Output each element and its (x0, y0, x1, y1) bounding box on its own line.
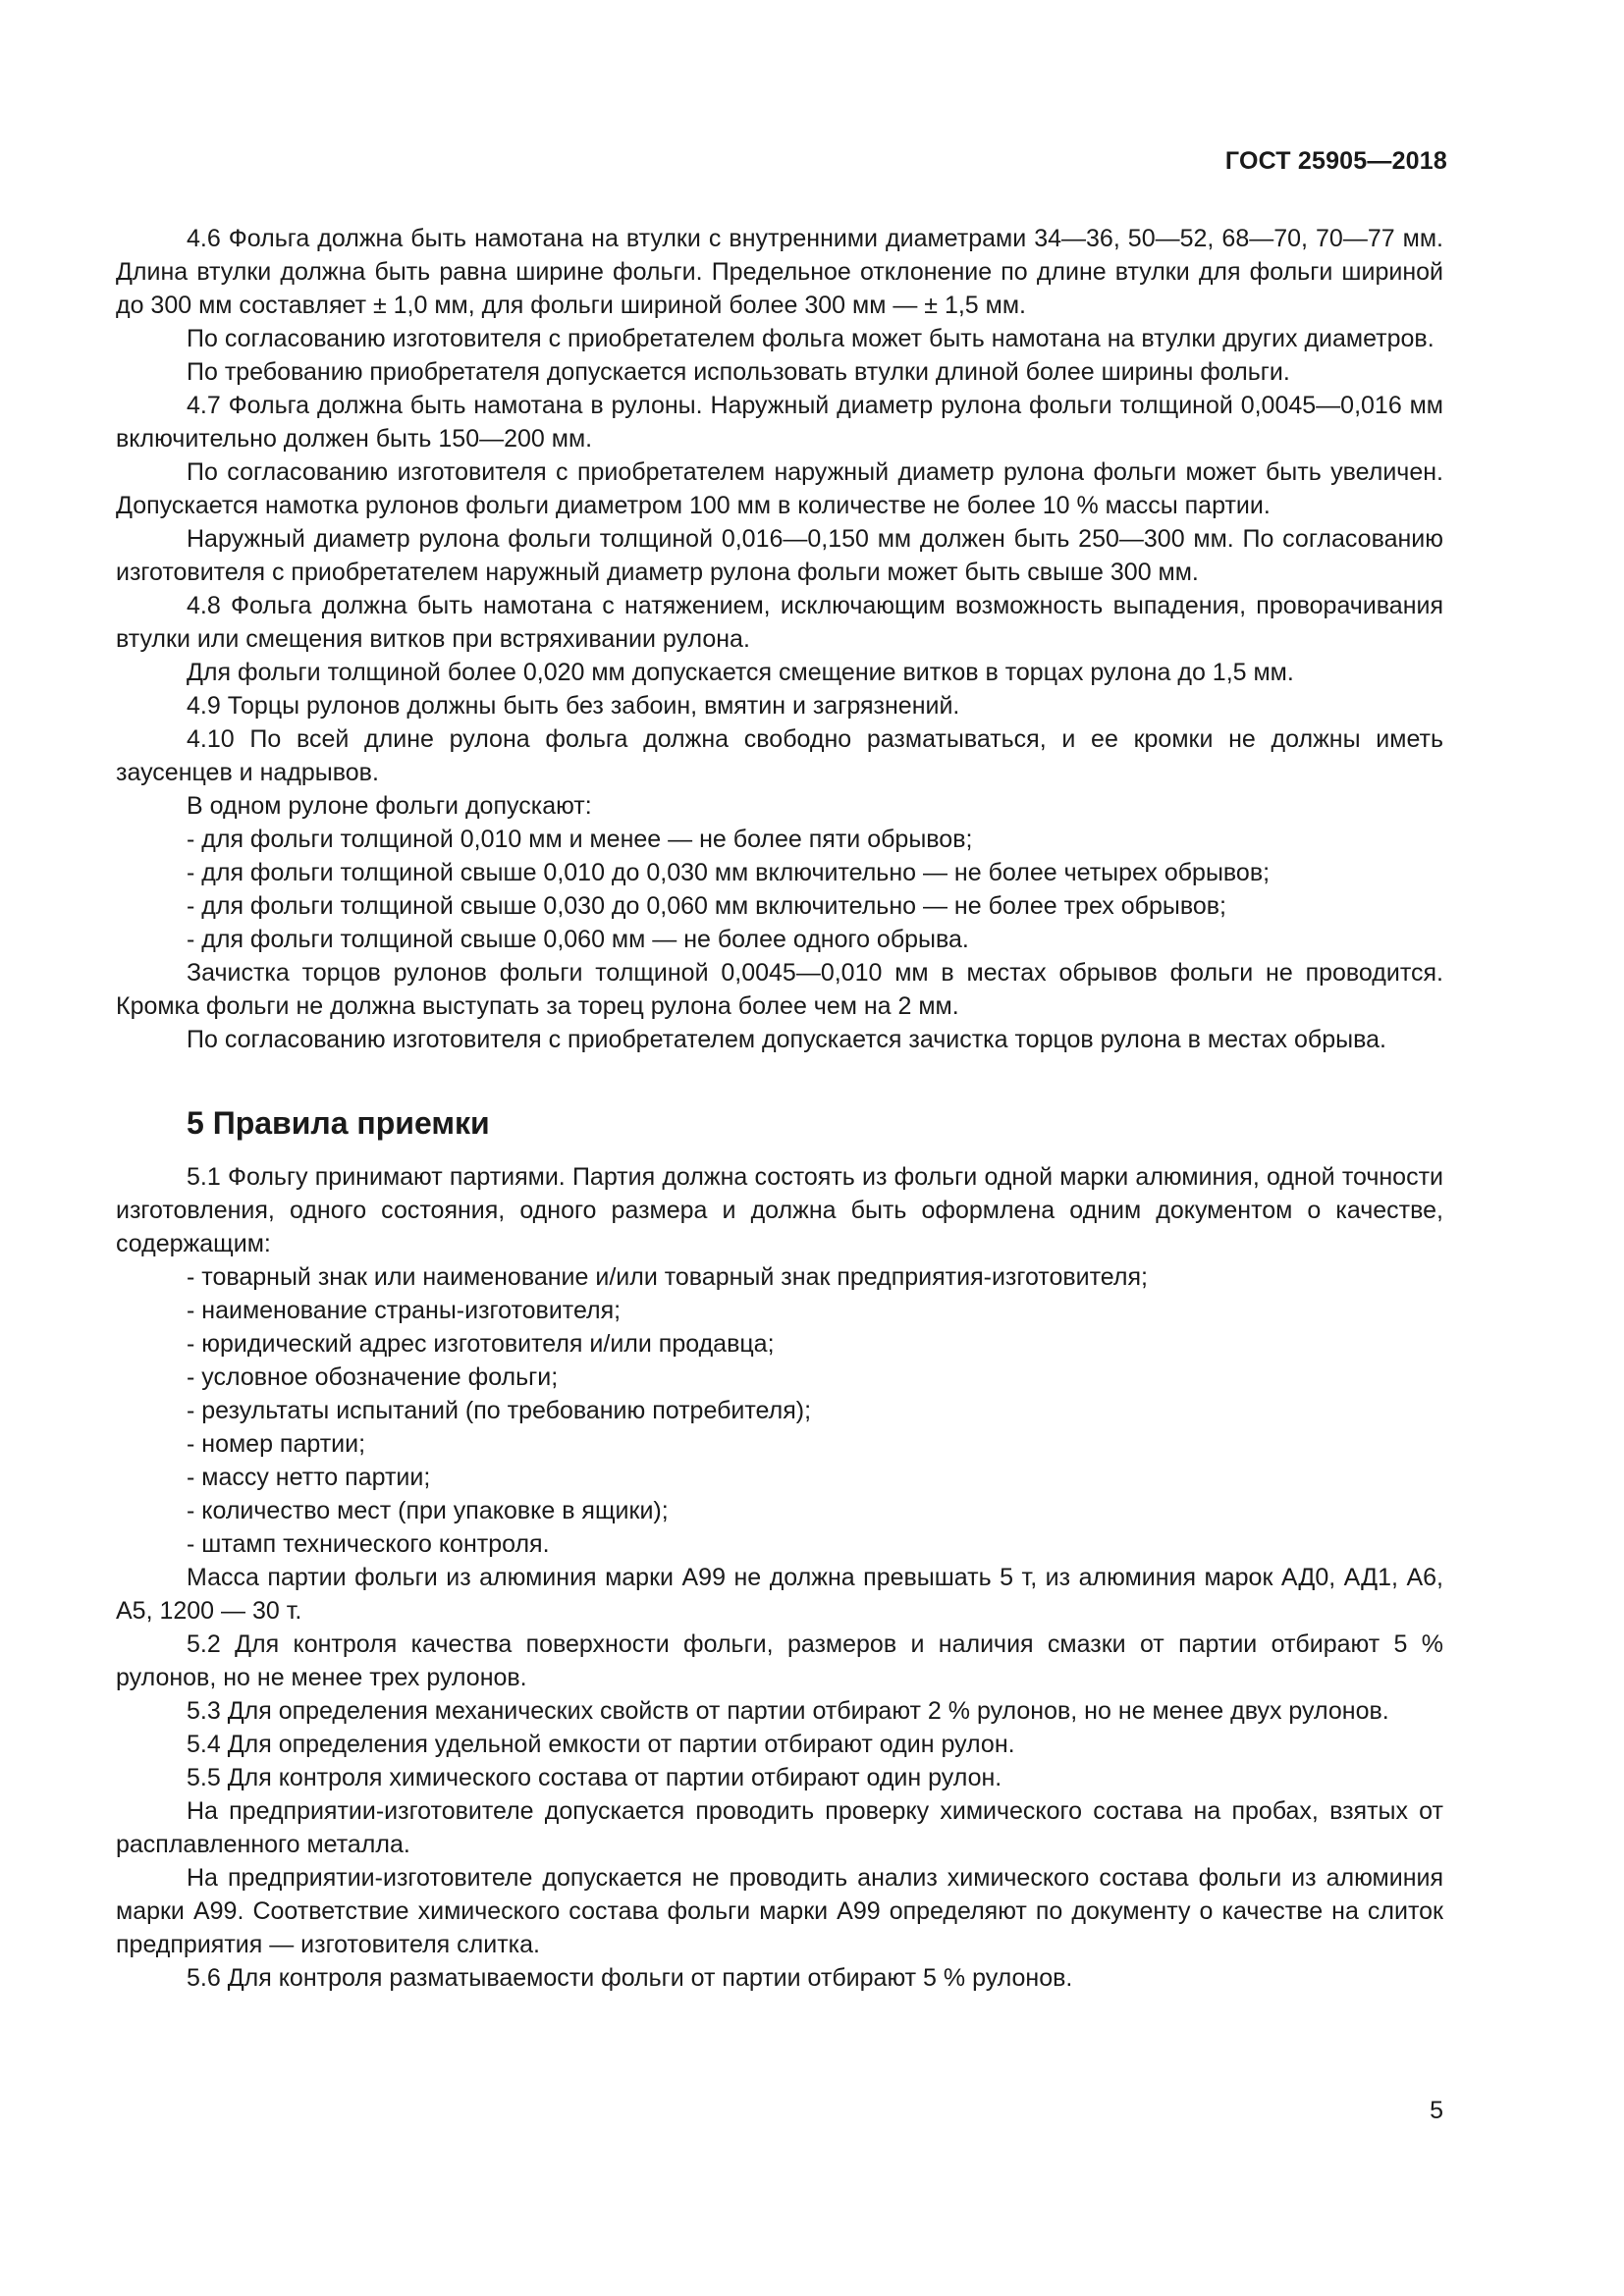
paragraph: Наружный диаметр рулона фольги толщиной 0,016—0,150 мм должен быть 250—300 мм. По согласованию изготовителя с приобретателем наружный диаметр рулона фольги может быть свыше 300 мм. (116, 525, 1443, 586)
paragraph: На предприятии-изготовителе допускается проводить проверку химического состава на пробах, взятых от расплавленного металла. (116, 1797, 1443, 1858)
list-item: - наименование страны-изготовителя; (187, 1297, 622, 1324)
list-item: - штамп технического контроля. (187, 1530, 550, 1558)
paragraph: Масса партии фольги из алюминия марки А99 не должна превышать 5 т, из алюминия марок АД0, АД1, А6, А5, 1200 — 30 т. (116, 1564, 1443, 1625)
paragraph: По согласованию изготовителя с приобретателем наружный диаметр рулона фольги может быть увеличен. Допускается намотка рулонов фольги диаметром 100 мм в количестве не более 10 % массы партии. (116, 458, 1443, 519)
paragraph: 5.2 Для контроля качества поверхности фольги, размеров и наличия смазки от партии отбирают 5 % рулонов, но не менее трех рулонов. (116, 1630, 1443, 1691)
paragraph: В одном рулоне фольги допускают: (187, 792, 592, 820)
paragraph: По согласованию изготовителя с приобретателем допускается зачистка торцов рулона в местах обрыва. (187, 1026, 1386, 1053)
paragraph: 4.6 Фольга должна быть намотана на втулки с внутренними диаметрами 34—36, 50—52, 68—70, 70—77 мм. Длина втулки должна быть равна ширине фольги. Предельное отклонение по длине втулки для фольги шириной до 300 мм составляет ± 1,0 мм, для фольги шириной более 300 мм — ± 1,5 мм. (116, 225, 1443, 319)
paragraph: 4.7 Фольга должна быть намотана в рулоны. Наружный диаметр рулона фольги толщиной 0,0045—0,016 мм включительно должен быть 150—200 мм. (116, 392, 1443, 453)
section-5-body (116, 1160, 1443, 1995)
paragraph: 5.3 Для определения механических свойств от партии отбирают 2 % рулонов, но не менее двух рулонов. (187, 1697, 1389, 1725)
list-item: - массу нетто партии; (187, 1464, 431, 1491)
section-5-heading: 5 Правила приемки (187, 1105, 490, 1141)
paragraph: 4.8 Фольга должна быть намотана с натяжением, исключающим возможность выпадения, проворачивания втулки или смещения витков при встряхивании рулона. (116, 592, 1443, 653)
list-item: - товарный знак или наименование и/или товарный знак предприятия-изготовителя; (187, 1263, 1148, 1291)
document-body (116, 222, 1443, 1995)
paragraph: Для фольги толщиной более 0,020 мм допускается смещение витков в торцах рулона до 1,5 мм. (187, 659, 1294, 686)
list-item: - для фольги толщиной свыше 0,030 до 0,060 мм включительно — не более трех обрывов; (187, 892, 1226, 920)
paragraph: По согласованию изготовителя с приобретателем фольга может быть намотана на втулки других диаметров. (187, 325, 1435, 352)
paragraph: 4.10 По всей длине рулона фольга должна свободно разматываться, и ее кромки не должны иметь заусенцев и надрывов. (116, 725, 1443, 786)
list-item: - юридический адрес изготовителя и/или продавца; (187, 1330, 775, 1358)
list-item: - результаты испытаний (по требованию потребителя); (187, 1397, 812, 1424)
paragraph: На предприятии-изготовителе допускается не проводить анализ химического состава фольги из алюминия марки А99. Соответствие химического состава фольги марки А99 определяют по документу о качестве на слиток предприятия — изготовителя слитка. (116, 1864, 1443, 1958)
list-item: - для фольги толщиной свыше 0,060 мм — не более одного обрыва. (187, 926, 969, 953)
list-item: - количество мест (при упаковке в ящики); (187, 1497, 669, 1524)
paragraph: 5.4 Для определения удельной емкости от партии отбирают один рулон. (187, 1731, 1015, 1758)
paragraph: 5.6 Для контроля разматываемости фольги от партии отбирают 5 % рулонов. (187, 1964, 1073, 1992)
list-item: - номер партии; (187, 1430, 366, 1458)
section-4-continuation (116, 222, 1443, 1056)
paragraph: Зачистка торцов рулонов фольги толщиной 0,0045—0,010 мм в местах обрывов фольги не проводится. Кромка фольги не должна выступать за торец рулона более чем на 2 мм. (116, 959, 1443, 1020)
list-item: - для фольги толщиной 0,010 мм и менее — не более пяти обрывов; (187, 826, 973, 853)
list-item: - условное обозначение фольги; (187, 1363, 559, 1391)
page-number: 5 (1430, 2097, 1443, 2124)
paragraph: 5.5 Для контроля химического состава от партии отбирают один рулон. (187, 1764, 1002, 1791)
paragraph: 4.9 Торцы рулонов должны быть без забоин, вмятин и загрязнений. (187, 692, 960, 720)
paragraph: По требованию приобретателя допускается использовать втулки длиной более ширины фольги. (187, 358, 1290, 386)
list-item: - для фольги толщиной свыше 0,010 до 0,030 мм включительно — не более четырех обрывов; (187, 859, 1271, 886)
paragraph: 5.1 Фольгу принимают партиями. Партия должна состоять из фольги одной марки алюминия, одной точности изготовления, одного состояния, одного размера и должна быть оформлена одним документом о качестве, содержащим: (116, 1163, 1443, 1257)
document-code-header: ГОСТ 25905—2018 (1224, 147, 1447, 175)
